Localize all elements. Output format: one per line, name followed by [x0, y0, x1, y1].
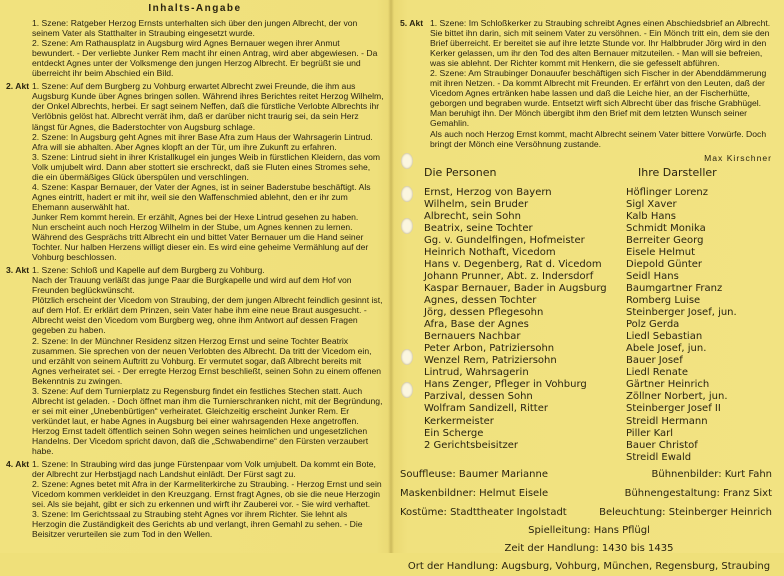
- cast-role: Ernst, Herzog von Bayern: [424, 186, 552, 198]
- act-3: [6, 265, 384, 456]
- act-5: [400, 18, 778, 149]
- cast-role: Gg. v. Gundelfingen, Hofmeister: [424, 234, 585, 246]
- cast-actor: Baumgartner Franz: [626, 282, 723, 294]
- cast-role: Afra, Base der Agnes: [424, 319, 529, 331]
- cast-role: Beatrix, seine Tochter: [424, 222, 533, 234]
- scene-text: 1. Szene: Im Schloßkerker zu Straubing schreibt Agnes einen Abschiedsbrief an Albrecht. Sie bittet ihn darin, sich mit seinem Vater zu versöhnen. - Ein Mönch tritt ein, dem sie den Brief überreicht. Er bereitet sie auf ihre letzte Stunde vor. Ihr Halbbruder Jörg wird in den Kerker gelassen, um ihr den Tod des alten Bernauer mitzuteilen. - Man will sie befreien, was sie ablehnt. Der Richter kommt mit Henkern, die sie gefesselt abführen.: [430, 18, 771, 69]
- scene-text: Als auch noch Herzog Ernst kommt, macht Albrecht seinem Vater bittere Vorwürfe. Doch bringt der Mönch eine Versöhnung zustande.: [430, 128, 767, 149]
- costume-credit: Kostüme: Stadttheater Ingolstadt: [400, 506, 567, 518]
- cast-actor: Liedl Renate: [626, 367, 688, 379]
- cast-role: 2 Gerichtsbeisitzer: [424, 439, 518, 451]
- cast-role: Bernauers Nachbar: [424, 331, 521, 343]
- cast-actor: Bauer Christof: [626, 439, 698, 451]
- cast-page: [400, 2, 778, 572]
- stage-build-credit: Bühnengestaltung: Franz Sixt: [624, 487, 772, 499]
- cast-actor: Streidl Ewald: [626, 451, 692, 463]
- actors-heading: Ihre Darsteller: [638, 165, 717, 179]
- scene-text: Nun erscheint auch noch Herzog Wilhelm in der Stube, um Agnes kennen zu lernen. Während des Gesprächs tritt Albrecht ein und bittet Vater Bernauer um die Hand seiner Tochter. Nur halben Herzens willigt dieser ein. Es wird eine geheime Vermählung auf der Vohburg beschlossen.: [32, 221, 369, 263]
- credits-row: [400, 484, 778, 503]
- credits-row: [400, 465, 778, 484]
- act-2: [6, 81, 384, 262]
- cast-role: Kerkermeister: [424, 415, 494, 427]
- scene-text: 2. Szene: In der Münchner Residenz sitzen Herzog Ernst und seine Tochter Beatrix zusammen. Sie sprechen von der neuen Verlobten des Albrecht. Da tritt der Vicedom ein, und erzählt von seinem Auftritt zu Vohburg. Er vermutet sogar, daß Albrecht bereits mit Agnes verheiratet sei. - Der erregte Herzog Ernst beschließt, seinen Sohn zu einem offenen Bekenntnis zu zwingen.: [32, 335, 382, 386]
- cast-actor: Höflinger Lorenz: [626, 186, 708, 198]
- scene-text: 2. Szene: In Augsburg geht Agnes mit ihrer Base Afra zum Haus der Wahrsagerin Lintrud. Afra will sie abhalten. Aber Agnes klopft an der Tür, um ihre Zukunft zu erfahren.: [32, 131, 373, 152]
- act-number: 3. Akt: [6, 265, 30, 276]
- persons-column: [424, 187, 607, 452]
- cast-actor: Steinberger Josef II: [626, 403, 721, 415]
- cast-actor: Kalb Hans: [626, 210, 677, 222]
- scene-text: 3. Szene: Im Gerichtssaal zu Straubing steht Agnes vor ihrem Richter. Sie lehnt als Herzogin die Zuständigkeit des Gerichts ab und verlangt, ihren Gemahl zu sehen. - Die Beisitzer verurteilen sie zum Tod in den Wellen.: [32, 509, 363, 540]
- scene-text: 2. Szene: Am Rathausplatz in Augsburg wird Agnes Bernauer wegen ihrer Anmut bewundert. - Der verliebte Junker Rem macht ihr einen Antrag, wird aber abgewiesen. - Da entdeckt Agnes unter der Volksmenge den jungen Herzog Albrecht. Er begrüßt sie und überreicht ihr beim Abschied ein Bild.: [32, 38, 378, 79]
- cast-role: Heinrich Nothaft, Vicedom: [424, 246, 556, 258]
- cast-role: Johann Prunner, Abt. z. Indersdorf: [424, 270, 594, 282]
- scene-text: 2. Szene: Am Straubinger Donauufer beschäftigen sich Fischer in der Abenddämmerung mit ihren Netzen. - Da kommt Albrecht mit Freunden. Er erfährt von den Leuten, daß der Vicedom Agnes ertränken habe lassen und daß die Leiche hier, an der Fischerhütte, geborgen und begraben wurde. Entsetzt wirft sich Albrecht über das frische Grabhügel. Man beruhigt ihn. Der Mönch übergibt ihm den Brief mit dem letzten Wunsch seiner Gemahlin.: [430, 68, 767, 129]
- actors-column: [626, 187, 737, 464]
- scene-text: Junker Rem kommt herein. Er erzählt, Agnes bei der Hexe Lintrud gesehen zu haben.: [32, 211, 359, 222]
- synopsis-title: Inhalts-Angabe: [148, 3, 242, 14]
- cast-actor: Bauer Josef: [626, 355, 683, 367]
- cast-actor: Diepold Günter: [626, 258, 703, 270]
- scene-text: 1. Szene: Schloß und Kapelle auf dem Burgberg zu Vohburg.: [32, 265, 265, 276]
- cast-role: Hans Zenger, Pfleger in Vohburg: [424, 379, 587, 391]
- scene-text: 1. Szene: Ratgeber Herzog Ernsts unterhalten sich über den jungen Albrecht, der von seinem Vater als Statthalter in Straubing eingesetzt wurde.: [32, 18, 358, 39]
- cast-actor: Streidl Hermann: [626, 415, 708, 427]
- cast-actor: Polz Gerda: [626, 319, 680, 331]
- cast-actor: Abele Josef, jun.: [626, 343, 707, 355]
- act-number: 5. Akt: [400, 18, 424, 28]
- souffleuse-credit: Souffleuse: Baumer Marianne: [400, 468, 548, 480]
- cast-role: Ein Scherge: [424, 427, 484, 439]
- cast-role: Wolfram Sandizell, Ritter: [424, 403, 548, 415]
- scene-text: 4. Szene: Kaspar Bernauer, der Vater der Agnes, ist in seiner Baderstube beschäftigt. Als Agnes eintritt, hadert er mit ihr, weil sie den Waffenschmied ablehnt, den er ihr zum Ehemann auserwählt hat.: [32, 181, 371, 212]
- page-fold: [388, 0, 394, 553]
- cast-list: [400, 165, 778, 463]
- cast-actor: Schmidt Monika: [626, 222, 706, 234]
- act-number: 4. Akt: [6, 459, 30, 470]
- act-number: 2. Akt: [6, 81, 30, 92]
- lighting-credit: Beleuchtung: Steinberger Heinrich: [599, 506, 772, 518]
- scene-text: Plötzlich erscheint der Vicedom von Straubing, der dem jungen Albrecht feindlich gesinnt ist, auf dem Hof. Er erklärt dem Prinzen, sein Vater habe ihm eine neue Braut ausgesucht. - Albrecht weist den Vicedom vom Burgberg weg, ohne ihm Antwort auf dessen Fragen gegeben zu haben.: [32, 295, 383, 336]
- synopsis-page: [6, 2, 384, 551]
- scene-text: 3. Szene: Lintrud sieht in ihrer Kristallkugel ein junges Weib in fürstlichen Kleidern, das vom Volk umjubelt wird. Dann aber stottert sie erschreckt, daß sie Fluten eines Stromes sehe, die ein übermäßiges Glück überspülen und verschlingen.: [32, 151, 381, 182]
- cast-role: Albrecht, sein Sohn: [424, 210, 521, 222]
- cast-actor: Sigl Xaver: [626, 198, 677, 210]
- scene-text: 3. Szene: Auf dem Turnierplatz zu Regensburg findet ein festliches Stechen statt. Auch Albrecht ist geladen. - Doch öffnet man ihm die Turnierschranken nicht, mit der Begründung, er sei mit einer „Unebenbürtigen“ verheiratet. Gleichzeitig erscheint Junker Rem. Er verkündet laut, er habe Agnes in Augsburg bei einer wahrsagenden Hexe angetroffen. Herzog Ernst tadelt öffentlich seinen Sohn wegen seines heimlichen und ungesetzlichen Handelns. Der Vicedom spricht davon, daß die „Schwabendirne“ den Fürsten verzaubert habe.: [32, 385, 383, 457]
- cast-role: Kaspar Bernauer, Bader in Augsburg: [424, 282, 607, 294]
- credits: [400, 465, 778, 576]
- scene-text: Nach der Trauung verläßt das junge Paar die Burgkapelle und wird auf dem Hof von Freunden beglückwünscht.: [32, 275, 352, 296]
- cast-role: Wilhelm, sein Bruder: [424, 198, 529, 210]
- cast-actor: Piller Karl: [626, 427, 673, 439]
- act-1: [6, 18, 384, 78]
- cast-role: Lintrud, Wahrsagerin: [424, 367, 529, 379]
- scene-text: 1. Szene: Auf dem Burgberg zu Vohburg erwartet Albrecht zwei Freunde, die ihm aus Augsburg Kunde über Agnes bringen sollen. Während ihres Berichtes reitet Herzog Wilhelm, der Onkel Albrechts, herbei. Er sagt seinem Neffen, daß die fürstliche Verlobte Albrechts ihr Verlöbnis gelöst hat. Albrecht verrät ihm, daß er darüber nicht traurig sei, da sein Herz längst für Agnes, die Baderstochter von Augsburg schlage.: [32, 81, 384, 132]
- cast-actor: Zöllner Norbert, jun.: [626, 391, 728, 403]
- cast-role: Parzival, dessen Sohn: [424, 391, 533, 403]
- cast-actor: Berreiter Georg: [626, 234, 704, 246]
- cast-role: Jörg, dessen Pflegesohn: [424, 307, 544, 319]
- cast-actor: Steinberger Josef, jun.: [626, 307, 737, 319]
- cast-role: Hans v. Degenberg, Rat d. Vicedom: [424, 258, 602, 270]
- author-name: Max Kirschner: [704, 152, 772, 163]
- persons-heading: Die Personen: [424, 165, 497, 179]
- act-4: [6, 459, 384, 539]
- credits-row: [400, 503, 778, 522]
- cast-actor: Seidl Hans: [626, 270, 679, 282]
- cast-role: Wenzel Rem, Patriziersohn: [424, 355, 557, 367]
- scene-text: 2. Szene: Agnes betet mit Afra in der Karmeliterkirche zu Straubing. - Herzog Ernst und sein Vicedom kommen verkleidet in den Kreuzgang. Ernst fragt Agnes, ob sie die neue Herzogin sei. Als sie bejaht, gibt er sich zu erkennen und wirft ihr Zauberei vor. - Sie wird verhaftet.: [32, 479, 382, 510]
- cast-role: Agnes, dessen Tochter: [424, 295, 537, 307]
- cast-actor: Gärtner Heinrich: [626, 379, 710, 391]
- makeup-credit: Maskenbildner: Helmut Eisele: [400, 487, 549, 499]
- cast-actor: Liedl Sebastian: [626, 331, 703, 343]
- cast-role: Peter Arbon, Patriziersohn: [424, 343, 555, 355]
- place-of-action: Ort der Handlung: Augsburg, Vohburg, München, Regensburg, Straubing: [407, 560, 771, 572]
- cast-actor: Romberg Luise: [626, 295, 701, 307]
- director-credit: Spielleitung: Hans Pflügl: [528, 524, 650, 536]
- scene-text: 1. Szene: In Straubing wird das junge Fürstenpaar vom Volk umjubelt. Da kommt ein Bote, der Albrecht zur Herbstjagd nach Landshut einlädt. Der Fürst sagt zu.: [32, 459, 376, 480]
- stage-design-credit: Bühnenbilder: Kurt Fahn: [651, 468, 772, 480]
- time-of-action: Zeit der Handlung: 1430 bis 1435: [504, 542, 674, 554]
- cast-actor: Eisele Helmut: [626, 246, 696, 258]
